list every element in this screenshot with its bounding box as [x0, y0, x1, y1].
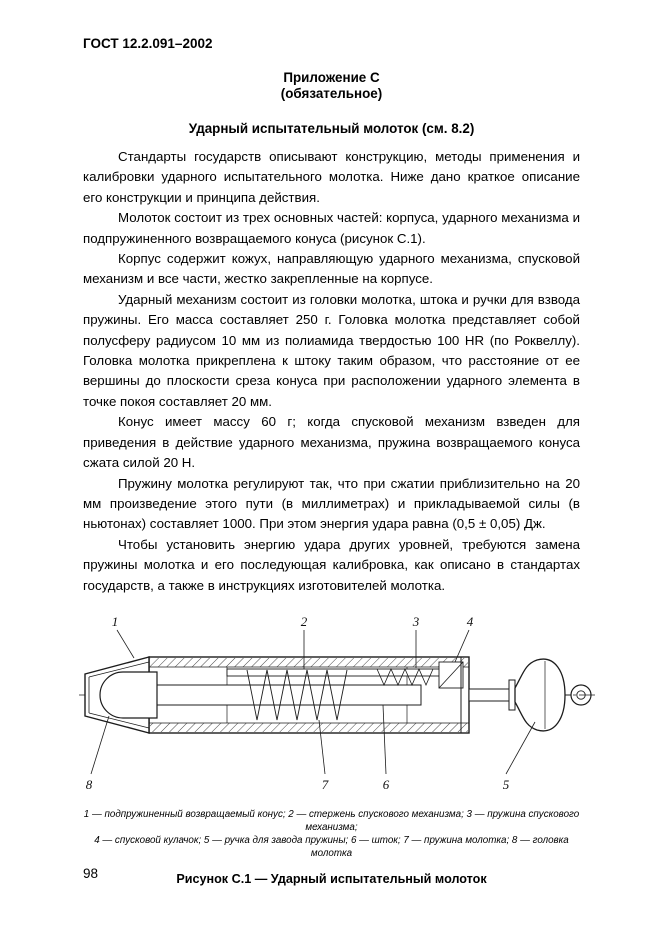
figure-c1 [77, 612, 597, 800]
paragraph-4: Ударный механизм состоит из головки молотка, штока и ручки для взвода пружины. Его масса составляет 250 г. Головка молотка представляет собой полусферу радиусом 10 мм из полиамида твердостью 100 HR (по Роквеллу). Головка молотка прикреплена к штоку таким образом, что расстояние от ее вершины до плоскости среза конуса при расположении ударного элемента в точке покоя составляет 20 мм. [83, 291, 580, 409]
winding-knob [509, 659, 565, 731]
knob-shaft [469, 689, 513, 701]
hammer-technical-drawing [77, 612, 597, 800]
paragraph-7: Чтобы установить энергию удара других уровней, требуются замена пружины молотка и его последующая калибровка, как описано в стандартах государств, а также в инструкциях изготовителей молотка. [83, 536, 580, 593]
callout-3: 3 [412, 613, 420, 629]
appendix-title: Приложение С [283, 70, 380, 85]
paragraph-2: Молоток состоит из трех основных частей: корпуса, ударного механизма и подпружиненного возвращаемого конуса (рисунок С.1). [83, 210, 580, 246]
paragraph-3: Корпус содержит кожух, направляющую ударного механизма, спусковой механизм и все части, жестко закрепленные на корпусе. [83, 251, 580, 287]
figure-legend [83, 808, 580, 860]
paragraph-5: Конус имеет массу 60 г; когда спусковой механизм взведен для приведения в действие ударного механизма, пружина возвращаемого конуса сжата силой 20 Н. [83, 414, 580, 471]
callout-6: 6 [382, 776, 390, 792]
hammer-head [100, 672, 157, 718]
callout-2: 2 [300, 613, 308, 629]
striker-rod [137, 685, 421, 705]
document-content [83, 70, 580, 886]
trigger-cam [439, 662, 463, 688]
callout-1: 1 [111, 613, 119, 629]
callout-7: 7 [321, 776, 329, 792]
figure-legend-line-1: 1 — подпружиненный возвращаемый конус; 2 — стержень спускового механизма; 3 — пружина спускового механизма; [83, 808, 580, 833]
document-header: ГОСТ 12.2.091–2002 [83, 36, 213, 51]
paragraph-6: Пружину молотка регулируют так, что при сжатии приблизительно на 20 мм произведение этого пути (в миллиметрах) и прикладываемой силы (в ньютонах) составляет 1000. При этом энергия удара равна (0,5 ± 0,05) Дж. [83, 475, 580, 532]
callout-8: 8 [85, 776, 93, 792]
appendix-subtitle: (обязательное) [280, 86, 383, 101]
figure-legend-line-2: 4 — спусковой кулачок; 5 — ручка для завода пружины; 6 — шток; 7 — пружина молотка; 8 — головка молотка [94, 834, 569, 859]
callout-4: 4 [466, 613, 474, 629]
section-title: Ударный испытательный молоток (см. 8.2) [188, 121, 475, 136]
callout-5: 5 [502, 776, 510, 792]
figure-caption: Рисунок С.1 — Ударный испытательный молоток [176, 871, 487, 886]
paragraph-1: Стандарты государств описывают конструкцию, методы применения и калибровки ударного испытательного молотка. Ниже дано краткое описание его конструкции и принципа действия. [83, 149, 580, 205]
page-number: 98 [83, 866, 99, 881]
trigger-stem [227, 669, 449, 676]
